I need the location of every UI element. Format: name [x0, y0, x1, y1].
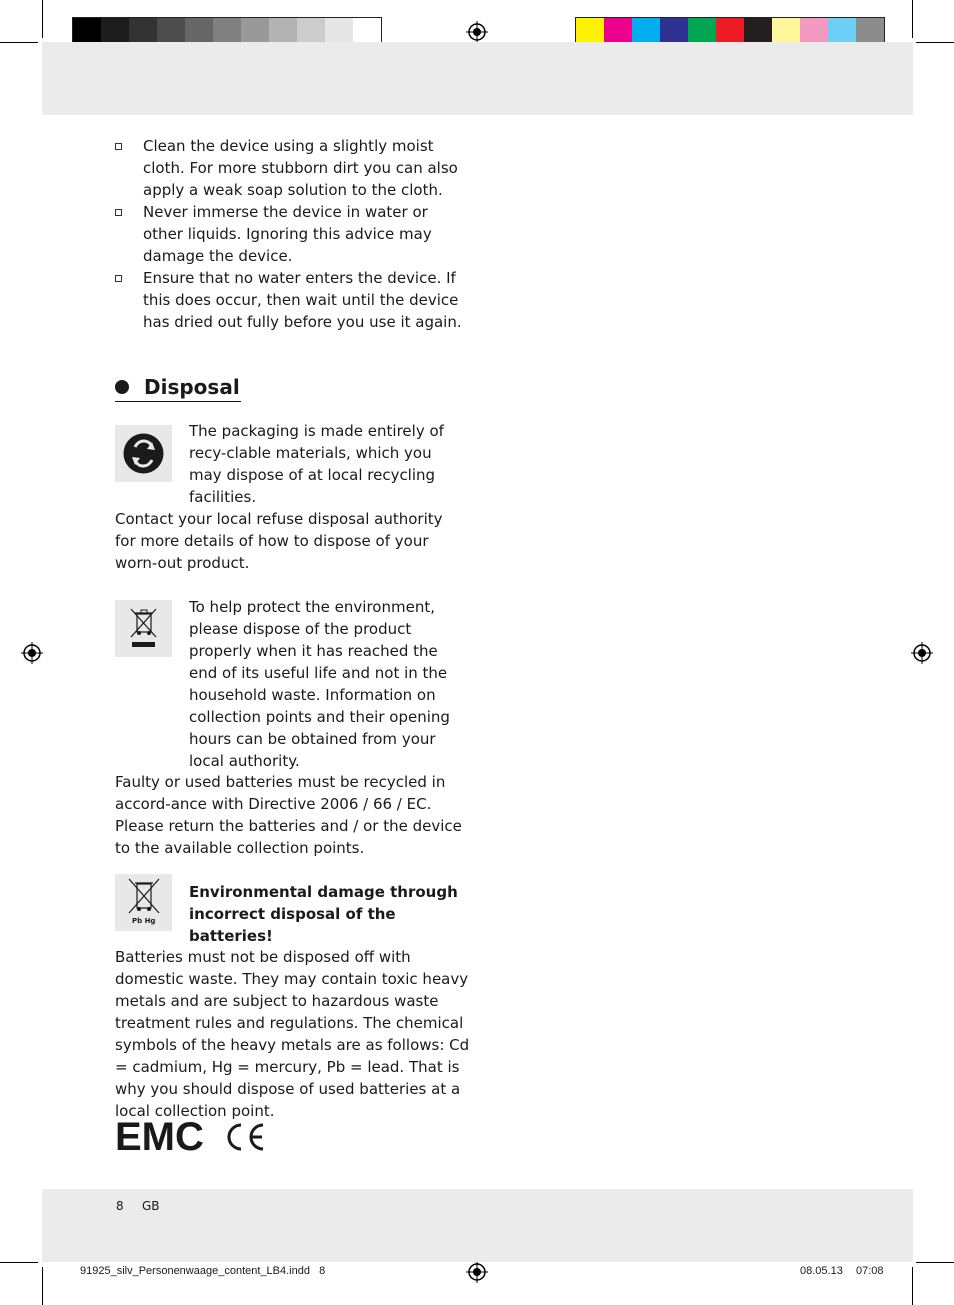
- crop-mark: [42, 0, 43, 38]
- packaging-text: The packaging is made entirely of recy-clable materials, which you may dispose of at local recycling facilities.: [189, 422, 444, 506]
- battery-icon-label: Pb Hg: [132, 917, 156, 925]
- crop-mark: [912, 1267, 913, 1305]
- checkbox-bullet-icon: [115, 209, 122, 216]
- slug-date: 08.05.13: [800, 1265, 843, 1277]
- crop-mark: [916, 42, 954, 43]
- registration-mark-icon: [21, 642, 43, 664]
- slug-time: 07:08: [856, 1265, 884, 1277]
- ce-mark-icon: [222, 1122, 266, 1152]
- green-dot-recycling-icon: [115, 425, 172, 482]
- crop-mark: [916, 1262, 954, 1263]
- registration-mark-icon: [466, 1261, 488, 1283]
- registration-mark-icon: [911, 642, 933, 664]
- emc-mark: EMC: [115, 1115, 204, 1159]
- weee-disposal-text: To help protect the environment, please dispose of the product properly when it has reached the end of its useful life and not in the household waste. Information on collection points and their opening hours can be obtained from your local authority.: [189, 598, 450, 770]
- crossed-wheelie-bin-icon: [115, 600, 172, 657]
- checkbox-bullet-icon: [115, 143, 122, 150]
- crop-mark: [0, 1262, 38, 1263]
- battery-directive-text: Faulty or used batteries must be recycled in accord-ance with Directive 2006 / 66 / EC. Please return the batteries and / or the device to the available collection points.: [115, 773, 462, 857]
- crop-mark: [42, 1267, 43, 1305]
- cleaning-instructions: [115, 135, 467, 333]
- header-band: [42, 42, 913, 115]
- list-item: Ensure that no water enters the device. If this does occur, then wait until the device has dried out fully before you use it again.: [115, 267, 467, 333]
- cleaning-bullet-list: [115, 135, 467, 333]
- crop-mark: [912, 0, 913, 38]
- registration-mark-icon: [466, 21, 488, 43]
- contact-authority-text: Contact your local refuse disposal authority for more details of how to dispose of your worn-out product.: [115, 510, 443, 572]
- disposal-heading: [115, 372, 241, 402]
- heading-bullet-icon: [115, 380, 129, 394]
- list-item: Never immerse the device in water or other liquids. Ignoring this advice may damage the device.: [115, 201, 467, 267]
- battery-warning-text: Environmental damage through incorrect disposal of the batteries!: [189, 883, 458, 945]
- list-item: Clean the device using a slightly moist cloth. For more stubborn dirt you can also apply a weak soap solution to the cloth.: [115, 135, 467, 201]
- footer-band: [42, 1189, 913, 1262]
- battery-bin-pb-hg-icon: [115, 874, 172, 931]
- slug-filename: 91925_silv_Personenwaage_content_LB4.indd 8: [80, 1265, 326, 1277]
- page-number: 8: [116, 1199, 124, 1213]
- section-title: Disposal: [144, 374, 240, 399]
- language-code: GB: [142, 1199, 160, 1213]
- heavy-metals-text: Batteries must not be disposed off with domestic waste. They may contain toxic heavy metals and are subject to hazardous waste treatment rules and regulations. The chemical symbols of the heavy metals are as follows: Cd = cadmium, Hg = mercury, Pb = lead. That is why you should dispose of used batteries at a local collection point.: [115, 948, 470, 1120]
- checkbox-bullet-icon: [115, 275, 122, 282]
- crop-mark: [0, 42, 38, 43]
